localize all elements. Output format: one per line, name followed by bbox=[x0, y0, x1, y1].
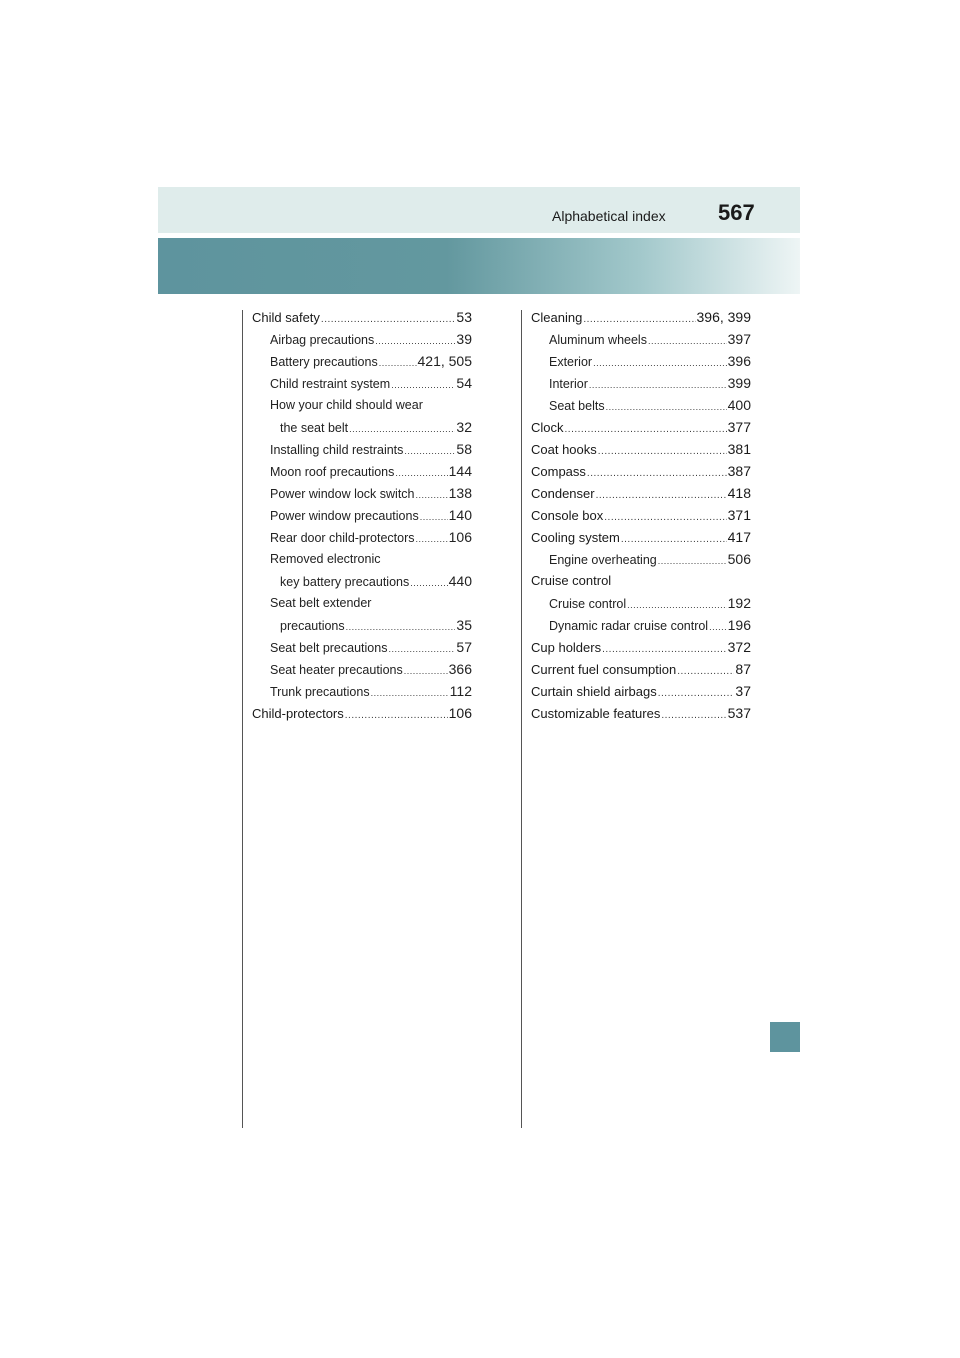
index-entry: Curtain shield airbags ..... 37 bbox=[531, 680, 751, 702]
index-subentry: key battery precautions ..... 440 bbox=[252, 570, 472, 592]
right-index-column bbox=[531, 306, 751, 724]
index-subentry: Seat heater precautions ..... 366 bbox=[252, 658, 472, 680]
index-subentry: Power window precautions ..... 140 bbox=[252, 504, 472, 526]
index-subentry: Seat belts ..... 400 bbox=[531, 394, 751, 416]
index-subentry: Power window lock switch ..... 138 bbox=[252, 482, 472, 504]
index-entry: Condenser ..... 418 bbox=[531, 482, 751, 504]
page-title: Alphabetical index bbox=[552, 208, 666, 224]
index-subentry: Moon roof precautions ..... 144 bbox=[252, 460, 472, 482]
index-entry: Coat hooks ..... 381 bbox=[531, 438, 751, 460]
section-thumb-tab bbox=[770, 1022, 800, 1052]
index-entry: Customizable features ..... 537 bbox=[531, 702, 751, 724]
index-subentry: Engine overheating ..... 506 bbox=[531, 548, 751, 570]
index-entry: Clock ..... 377 bbox=[531, 416, 751, 438]
left-column-rule bbox=[242, 310, 243, 1128]
index-subentry: Child restraint system ..... 54 bbox=[252, 372, 472, 394]
index-subentry: Trunk precautions ..... 112 bbox=[252, 680, 472, 702]
index-subentry-heading: How your child should wear bbox=[270, 398, 423, 412]
left-index-column bbox=[252, 306, 472, 724]
index-subentry: Exterior ..... 396 bbox=[531, 350, 751, 372]
index-subentry-heading: Removed electronic bbox=[270, 552, 381, 566]
header-band bbox=[158, 187, 800, 233]
index-entry: Compass ..... 387 bbox=[531, 460, 751, 482]
index-subentry: Interior ..... 399 bbox=[531, 372, 751, 394]
index-subentry: precautions ..... 35 bbox=[252, 614, 472, 636]
index-entry: Cleaning ..... 396, 399 bbox=[531, 306, 751, 328]
index-subentry: Cruise control ..... 192 bbox=[531, 592, 751, 614]
index-subentry: Airbag precautions ..... 39 bbox=[252, 328, 472, 350]
page-number: 567 bbox=[718, 200, 755, 225]
index-entry: Cruise control bbox=[531, 573, 612, 588]
index-entry: Console box ..... 371 bbox=[531, 504, 751, 526]
index-subentry: Installing child restraints ..... 58 bbox=[252, 438, 472, 460]
index-subentry: Battery precautions ..... 421, 505 bbox=[252, 350, 472, 372]
decorative-band bbox=[158, 238, 800, 294]
index-subentry: Dynamic radar cruise control ..... 196 bbox=[531, 614, 751, 636]
index-entry: Cup holders ..... 372 bbox=[531, 636, 751, 658]
index-subentry: Aluminum wheels ..... 397 bbox=[531, 328, 751, 350]
index-entry: Cooling system ..... 417 bbox=[531, 526, 751, 548]
index-entry: Current fuel consumption ..... 87 bbox=[531, 658, 751, 680]
index-subentry: the seat belt ..... 32 bbox=[252, 416, 472, 438]
right-column-rule bbox=[521, 310, 522, 1128]
index-entry: Child safety ..... 53 bbox=[252, 306, 472, 328]
index-subentry-heading: Seat belt extender bbox=[270, 596, 372, 610]
index-subentry: Rear door child-protectors ..... 106 bbox=[252, 526, 472, 548]
index-subentry: Seat belt precautions ..... 57 bbox=[252, 636, 472, 658]
index-entry: Child-protectors ..... 106 bbox=[252, 702, 472, 724]
